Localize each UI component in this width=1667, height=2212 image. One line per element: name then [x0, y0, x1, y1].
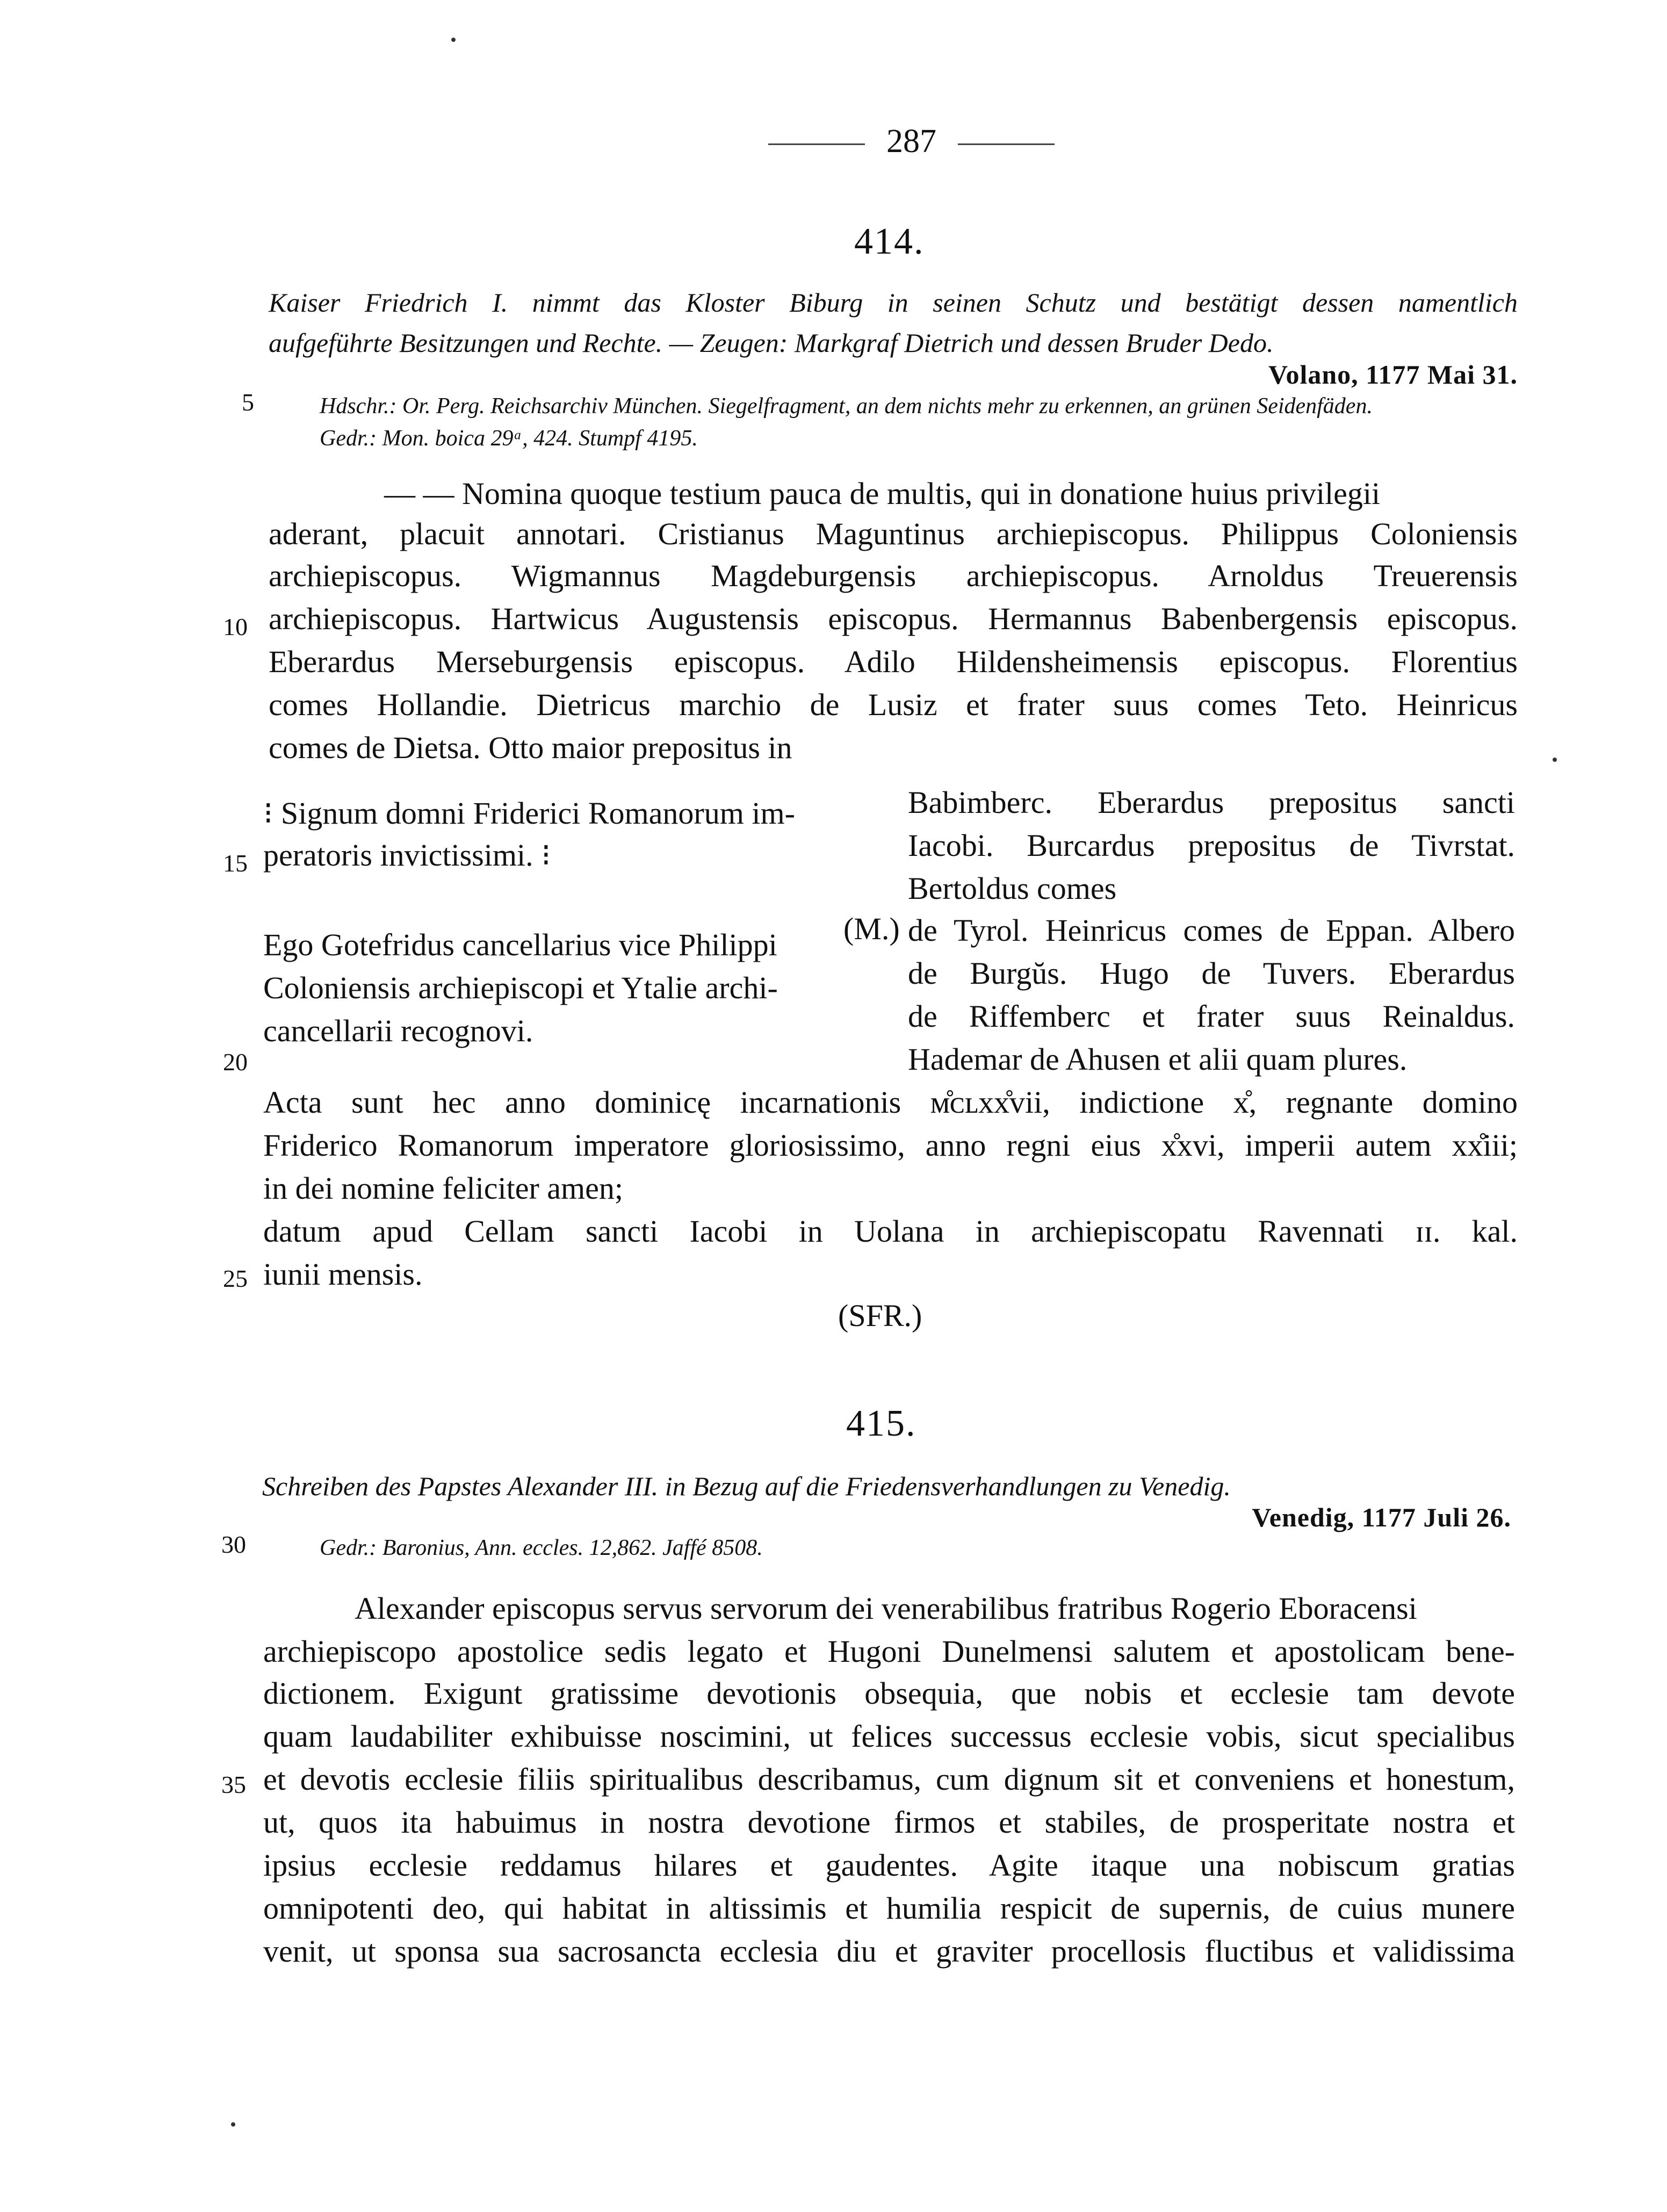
entry-415-text-line-1: Alexander episcopus servus servorum dei venerabilibus fratribus Rogerio Eboracensi — [355, 1591, 1417, 1626]
entry-415-number: 415. — [846, 1403, 917, 1444]
dating-line-1: Acta sunt hec anno dominicę incarnationis ᴍ̊ᴄʟxx̊vii, indictione x̊, regnante domino — [263, 1085, 1518, 1120]
right-column-line-3: Bertoldus comes — [908, 871, 1117, 906]
signum-line-1: ⁝ Signum domni Friderici Romanorum im- — [263, 796, 795, 831]
seal-note: (SFR.) — [838, 1298, 922, 1333]
signum-line-2: peratoris invictissimi. ⁝ — [263, 838, 551, 873]
entry-415-text-line-2: archiepiscopo apostolice sedis legato et Hugoni Dunelmensi salutem et apostolicam bene- — [263, 1634, 1515, 1669]
entry-415-text-line-5: et devotis ecclesie filiis spiritualibus describamus, cum dignum sit et conveniens et honestum, — [263, 1762, 1515, 1797]
scan-speck — [451, 38, 456, 42]
line-number-35: 35 — [221, 1771, 246, 1798]
line-number-15: 15 — [223, 849, 248, 877]
line-number-30: 30 — [221, 1531, 246, 1558]
page-number-text: 287 — [886, 123, 936, 160]
entry-414-text-line-2: aderant, placuit annotari. Cristianus Maguntinus archiepiscopus. Philippus Coloniensis — [269, 516, 1518, 551]
right-column-line-4: de Tyrol. Heinricus comes de Eppan. Albero — [908, 913, 1515, 948]
rule-right — [958, 143, 1055, 145]
entry-414-text-line-3: archiepiscopus. Wigmannus Magdeburgensis archiepiscopus. Arnoldus Treuerensis — [269, 558, 1518, 593]
right-column-line-7: Hademar de Ahusen et alii quam plures. — [908, 1042, 1408, 1077]
entry-415-text-line-7: ipsius ecclesie reddamus hilares et gaudentes. Agite itaque una nobiscum gratias — [263, 1848, 1515, 1883]
line-number-20: 20 — [223, 1048, 248, 1076]
entry-415-place-date: Venedig, 1177 Juli 26. — [1252, 1502, 1511, 1532]
right-column-line-1: Babimberc. Eberardus prepositus sancti — [908, 785, 1515, 820]
recognitio-line-3: cancellarii recognovi. — [263, 1013, 533, 1048]
scan-speck — [1553, 758, 1557, 762]
entry-415-text-line-4: quam laudabiliter exhibuisse noscimini, ut felices successus ecclesie vobis, sicut specialibus — [263, 1719, 1515, 1754]
recognitio-line-2: Coloniensis archiepiscopi et Ytalie archi- — [263, 970, 778, 1005]
recognitio-line-1: Ego Gotefridus cancellarius vice Philippi — [263, 927, 777, 962]
scan-speck — [231, 2122, 235, 2127]
right-column-line-6: de Riffemberc et frater suus Reinaldus. — [908, 999, 1515, 1034]
entry-414-apparatus-line-1: Hdschr.: Or. Perg. Reichsarchiv München. Siegelfragment, an dem nichts mehr zu erkennen, an grünen Seidenfäden. — [320, 394, 1373, 419]
dating-line-2: Friderico Romanorum imperatore gloriosissimo, anno regni eius x̊xvi, imperii autem xx̊iii; — [263, 1128, 1518, 1163]
entry-415-text-line-9: venit, ut sponsa sua sacrosancta ecclesia diu et graviter procellosis fluctibus et validissima — [263, 1934, 1515, 1969]
rule-left — [768, 143, 865, 145]
entry-414-number: 414. — [854, 221, 925, 262]
line-number-25: 25 — [223, 1265, 248, 1292]
line-number-10: 10 — [223, 613, 248, 640]
entry-415-text-line-8: omnipotenti deo, qui habitat in altissimis et humilia respicit de supernis, de cuius munere — [263, 1891, 1515, 1926]
page-number — [747, 123, 1076, 161]
entry-414-text-line-6: comes Hollandie. Dietricus marchio de Lusiz et frater suus comes Teto. Heinricus — [269, 687, 1518, 722]
entry-414-text-line-1: — — Nomina quoque testium pauca de multis, qui in donatione huius privilegii — [384, 476, 1381, 511]
dating-line-5: iunii mensis. — [263, 1257, 423, 1292]
entry-414-text-line-5: Eberardus Merseburgensis episcopus. Adilo Hildensheimensis episcopus. Florentius — [269, 644, 1518, 679]
monogram-mark: (M.) — [843, 911, 900, 946]
entry-415-text-line-6: ut, quos ita habuimus in nostra devotione firmos et stabiles, de prosperitate nostra et — [263, 1805, 1515, 1840]
right-column-line-5: de Burgŭs. Hugo de Tuvers. Eberardus — [908, 956, 1515, 991]
entry-415-apparatus: Gedr.: Baronius, Ann. eccles. 12,862. Jaffé 8508. — [320, 1536, 763, 1560]
entry-414-place-date: Volano, 1177 Mai 31. — [1268, 359, 1518, 390]
entry-415-text-line-3: dictionem. Exigunt gratissime devotionis obsequia, que nobis et ecclesie tam devote — [263, 1676, 1515, 1711]
right-column-line-2: Iacobi. Burcardus prepositus de Tivrstat. — [908, 828, 1515, 863]
entry-414-text-line-7: comes de Dietsa. Otto maior prepositus in — [269, 730, 792, 765]
entry-414-regest-line-2: aufgeführte Besitzungen und Rechte. — Zeugen: Markgraf Dietrich und dessen Bruder Dedo. — [269, 328, 1274, 358]
dating-line-4: datum apud Cellam sancti Iacobi in Uolana in archiepiscopatu Ravennati ɪɪ. kal. — [263, 1214, 1518, 1249]
dating-line-3: in dei nomine feliciter amen; — [263, 1171, 623, 1206]
entry-415-regest: Schreiben des Papstes Alexander III. in Bezug auf die Friedensverhandlungen zu Venedig. — [262, 1471, 1231, 1501]
entry-414-regest-line-1: Kaiser Friedrich I. nimmt das Kloster Biburg in seinen Schutz und bestätigt dessen namentlich — [269, 287, 1518, 318]
entry-414-text-line-4: archiepiscopus. Hartwicus Augustensis episcopus. Hermannus Babenbergensis episcopus. — [269, 601, 1518, 636]
entry-414-apparatus-line-2: Gedr.: Mon. boica 29ᵃ, 424. Stumpf 4195. — [320, 426, 698, 451]
line-number-5: 5 — [242, 388, 254, 416]
